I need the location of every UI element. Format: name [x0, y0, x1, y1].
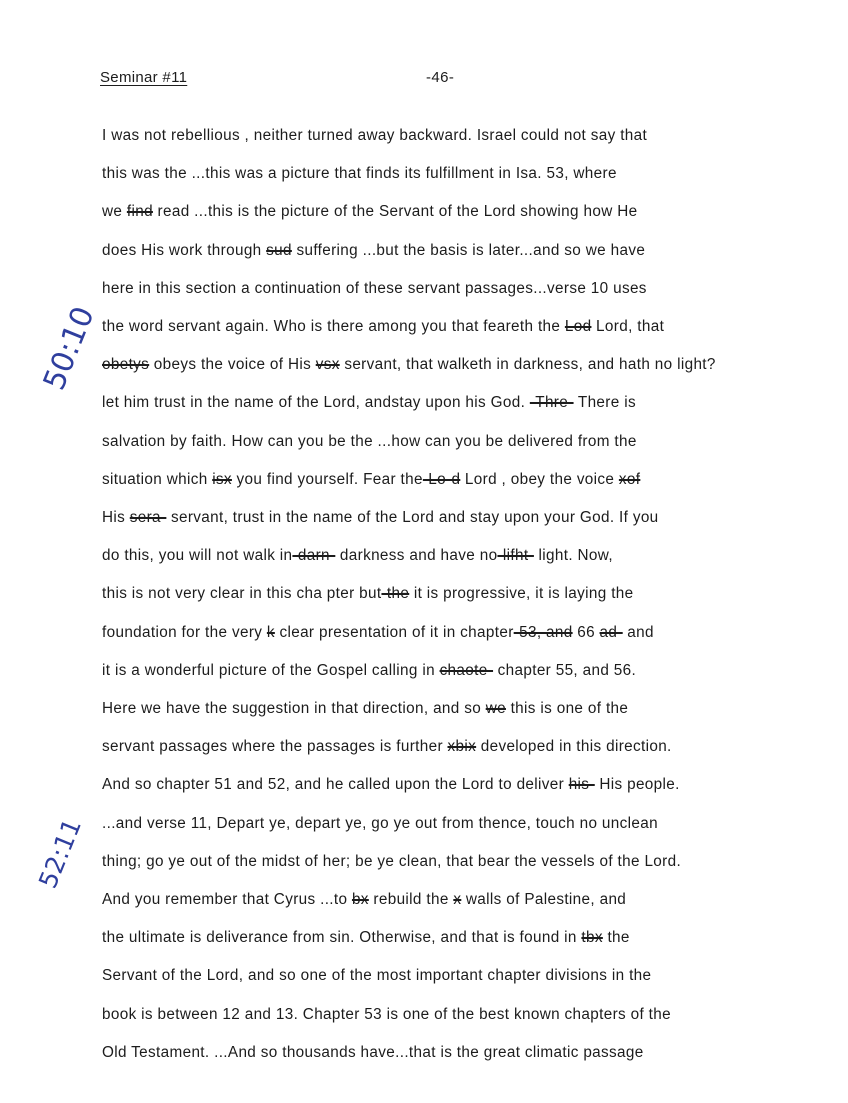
text-run: here in this section a continuation of these servant passages...verse 10 uses	[102, 279, 647, 297]
text-line	[102, 126, 647, 146]
text-line	[102, 279, 647, 299]
struck-text: x	[453, 891, 462, 908]
text-line	[102, 202, 637, 222]
text-run: servant, that walketh in darkness, and hath no light?	[339, 356, 716, 374]
struck-text: obetys	[102, 356, 150, 374]
text-line	[102, 317, 664, 337]
text-run: book is between 12 and 13. Chapter 53 is one of the best known chapters of the	[102, 1005, 672, 1023]
text-line	[102, 737, 672, 757]
text-line	[102, 546, 613, 566]
struck-text: sud	[266, 241, 292, 259]
text-run: light. Now,	[533, 547, 613, 565]
text-line	[102, 584, 634, 604]
text-run: this was the ...this was a picture that finds its fulfillment in Isa. 53, where	[102, 165, 617, 183]
text-run: let him trust in the name of the Lord, andstay upon his God.	[102, 394, 530, 412]
text-run: Old Testament. ...And so thousands have...that is the great climatic passage	[102, 1043, 644, 1061]
text-run: Here we have the suggestion in that direction, and so	[102, 700, 486, 717]
struck-text: ad-	[599, 623, 623, 641]
text-run: suffering ...but the basis is later...and so we have	[291, 241, 646, 259]
text-run: ...and verse 11, Depart ye, depart ye, go ye out from thence, touch no unclean	[102, 814, 658, 832]
struck-text: -53, and	[513, 623, 573, 641]
page-number: -46-	[426, 69, 455, 86]
struck-text: xof	[618, 470, 641, 488]
text-run: the ultimate is deliverance from sin. Otherwise, and that is found in	[102, 929, 582, 947]
text-run: and	[622, 623, 654, 641]
margin-note-52-11: 52:11	[33, 814, 87, 893]
text-run: thing; go ye out of the midst of her; be ye clean, that bear the vessels of the Lord.	[102, 852, 682, 870]
text-line	[102, 393, 636, 413]
struck-text: chaote-	[439, 661, 494, 679]
text-run: foundation for the very	[102, 623, 267, 641]
text-run: Lord, that	[591, 318, 665, 335]
struck-text: -the	[381, 585, 410, 603]
text-run: His	[102, 509, 130, 526]
text-line	[102, 623, 654, 643]
text-run: we	[102, 203, 127, 221]
text-run: darkness and have no	[335, 547, 498, 565]
text-run: And you remember that Cyrus ...to	[102, 891, 352, 908]
text-run: this is not very clear in this cha pter but	[102, 585, 382, 603]
text-line	[102, 355, 716, 375]
section-title: Seminar #11	[100, 69, 188, 86]
text-line	[102, 966, 651, 986]
text-run: situation which	[102, 470, 213, 488]
text-line	[102, 1043, 644, 1063]
struck-text: -darn-	[292, 547, 336, 565]
text-line	[102, 508, 659, 528]
text-line	[102, 661, 636, 681]
margin-note-50-10: 50:10	[36, 301, 102, 396]
text-run: does His work through	[102, 241, 267, 259]
text-line	[102, 775, 680, 795]
text-run: the word servant again. Who is there among you that feareth the	[102, 318, 565, 335]
text-line	[102, 1005, 671, 1025]
text-run: the	[602, 929, 630, 947]
text-run: clear presentation of it in chapter	[274, 623, 514, 641]
text-run: And so chapter 51 and 52, and he called upon the Lord to deliver	[102, 776, 569, 794]
struck-text: k	[266, 623, 275, 641]
struck-text: -Thre-	[529, 394, 574, 412]
text-run: salvation by faith. How can you be the ...how can you be delivered from the	[102, 432, 637, 450]
text-run: you find yourself. Fear the	[231, 470, 423, 488]
text-run: servant, trust in the name of the Lord and stay upon your God. If you	[166, 509, 659, 526]
text-line	[102, 432, 637, 452]
struck-text: sera-	[129, 509, 167, 526]
struck-text: we	[485, 700, 506, 717]
text-run: His people.	[594, 776, 680, 794]
struck-text: bx	[351, 891, 369, 908]
text-line	[102, 164, 617, 184]
text-run: developed in this direction.	[476, 738, 672, 756]
text-line	[102, 241, 645, 261]
text-run: it is progressive, it is laying the	[409, 585, 634, 603]
text-run: it is a wonderful picture of the Gospel calling in	[102, 661, 440, 679]
text-run: chapter 55, and 56.	[493, 661, 637, 679]
struck-text: find	[126, 203, 153, 221]
text-line	[102, 928, 630, 948]
struck-text: xbix	[447, 738, 477, 756]
struck-text: Lod	[564, 318, 592, 335]
text-run: There is	[573, 394, 636, 412]
text-run: walls of Palestine, and	[461, 891, 627, 908]
text-line	[102, 890, 626, 910]
struck-text: tbx	[581, 929, 603, 947]
text-run: Lord , obey the voice	[460, 470, 619, 488]
text-run: this is one of the	[505, 700, 629, 717]
text-run: I was not rebellious , neither turned away backward. Israel could not say that	[102, 127, 648, 144]
text-run: 66	[572, 623, 600, 641]
text-run: servant passages where the passages is further	[102, 738, 448, 756]
text-line	[102, 814, 658, 834]
text-line	[102, 699, 628, 719]
text-run: rebuild the	[368, 891, 454, 908]
struck-text: his-	[568, 776, 595, 794]
text-run: obeys the voice of His	[149, 356, 316, 374]
struck-text: isx	[212, 470, 232, 488]
text-run: Servant of the Lord, and so one of the most important chapter divisions in the	[102, 967, 652, 985]
text-line	[102, 470, 640, 490]
text-run: read ...this is the picture of the Servant of the Lord showing how He	[152, 203, 638, 221]
struck-text: -lifht-	[497, 547, 534, 565]
struck-text: vsx	[315, 356, 340, 374]
text-line	[102, 852, 681, 872]
struck-text: -Lo-d	[422, 470, 461, 488]
text-run: do this, you will not walk in	[102, 547, 293, 565]
